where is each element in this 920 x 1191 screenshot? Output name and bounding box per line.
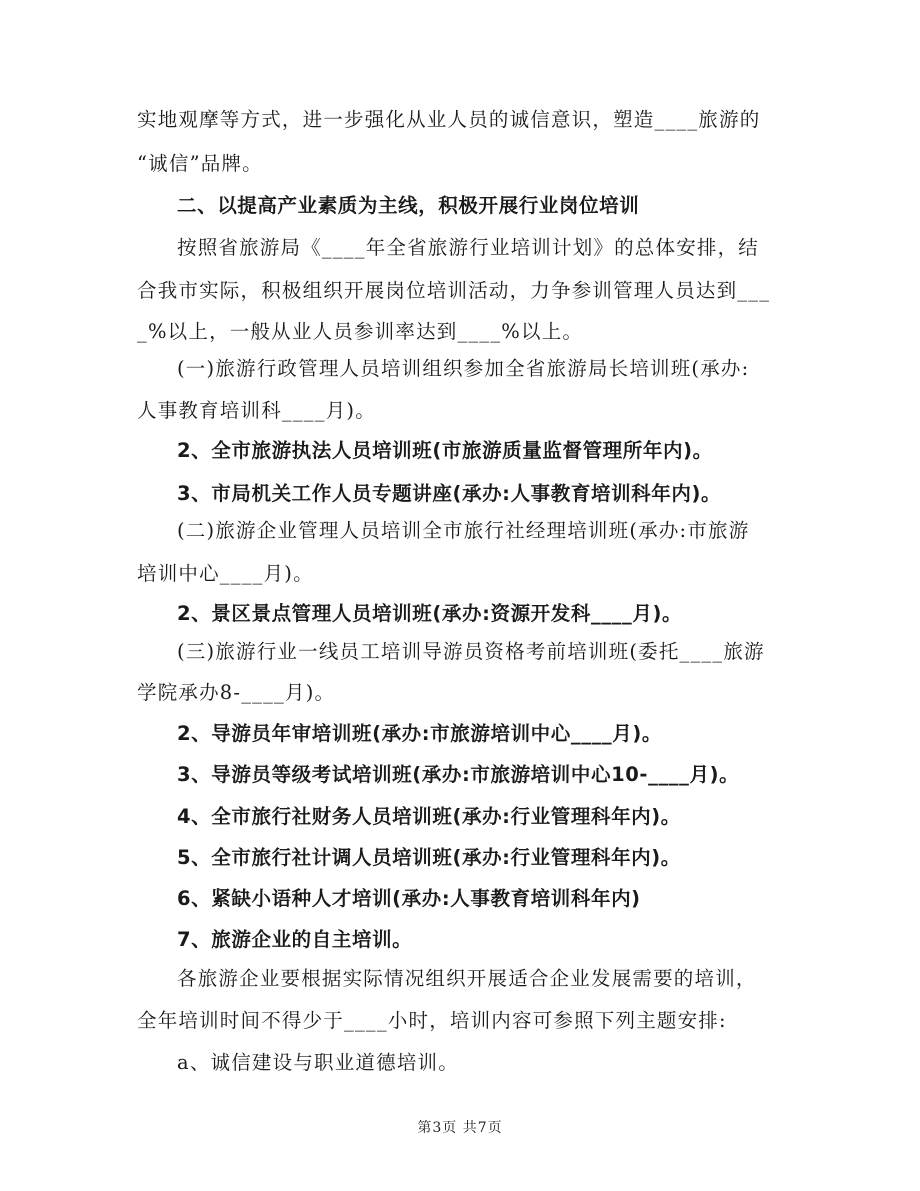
text-line: _%以上，一般从业人员参训率达到____%以上。 xyxy=(137,320,584,343)
text-line: 学院承办8-____月)。 xyxy=(137,681,336,704)
text-line: a、诚信建设与职业道德培训。 xyxy=(177,1051,459,1074)
text-line: (一)旅游行政管理人员培训组织参加全省旅游局长培训班(承办: xyxy=(177,357,750,380)
list-item: 2、景区景点管理人员培训班(承办:资源开发科____月)。 xyxy=(177,602,683,625)
list-item: 5、全市旅行社计调人员培训班(承办:行业管理科年内)。 xyxy=(177,846,681,869)
list-item: 6、紧缺小语种人才培训(承办:人事教育培训科年内) xyxy=(177,887,641,910)
text-line: 各旅游企业要根据实际情况组织开展适合企业发展需要的培训， xyxy=(177,967,757,990)
text-line: 按照省旅游局《____年全省旅游行业培训计划》的总体安排，结 xyxy=(177,236,760,259)
list-item: 3、市局机关工作人员专题讲座(承办:人事教育培训科年内)。 xyxy=(177,482,722,505)
text-line: (二)旅游企业管理人员培训全市旅行社经理培训班(承办:市旅游 xyxy=(177,519,750,542)
text-line: (三)旅游行业一线员工培训导游员资格考前培训班(委托____旅游 xyxy=(177,640,765,663)
list-item: 2、导游员年审培训班(承办:市旅游培训中心____月)。 xyxy=(177,722,662,745)
text-line: 实地观摩等方式，进一步强化从业人员的诚信意识，塑造____旅游的 xyxy=(137,108,761,131)
text-line: 合我市实际，积极组织开展岗位培训活动，力争参训管理人员达到___ xyxy=(137,279,771,302)
section-heading: 二、以提高产业素质为主线，积极开展行业岗位培训 xyxy=(177,194,640,217)
text-line: “诚信”品牌。 xyxy=(137,152,263,175)
text-line: 人事教育培训科____月)。 xyxy=(137,399,376,422)
list-item: 2、全市旅游执法人员培训班(市旅游质量监督管理所年内)。 xyxy=(177,439,713,462)
list-item: 7、旅游企业的自主培训。 xyxy=(177,928,413,951)
text-line: 培训中心____月)。 xyxy=(137,562,314,585)
list-item: 4、全市旅行社财务人员培训班(承办:行业管理科年内)。 xyxy=(177,805,681,828)
page-number-footer: 第3页 共7页 xyxy=(417,1120,503,1136)
list-item: 3、导游员等级考试培训班(承办:市旅游培训中心10-____月)。 xyxy=(177,763,740,786)
text-line: 全年培训时间不得少于____小时，培训内容可参照下列主题安排: xyxy=(137,1009,727,1032)
